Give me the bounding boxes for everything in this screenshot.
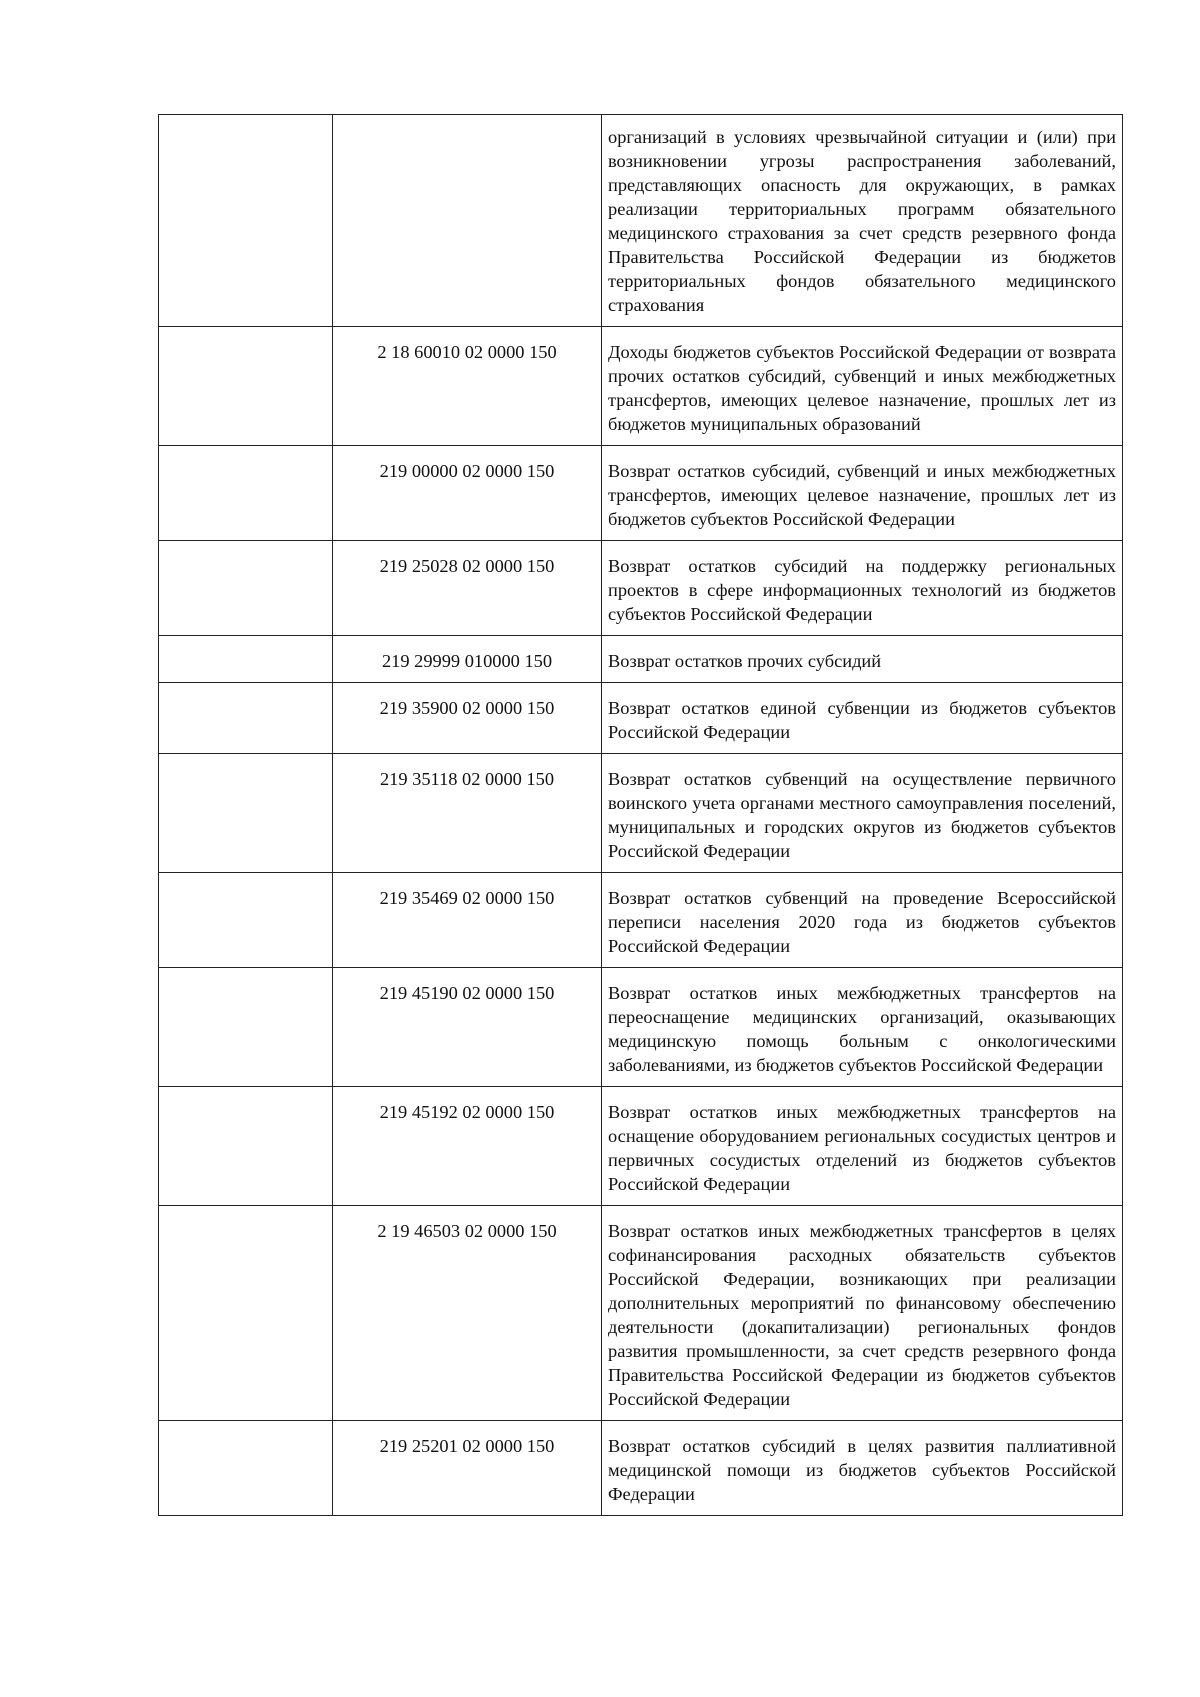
description-cell: Возврат остатков субвенций на осуществление первичного воинского учета органами местного самоуправления поселений, муниципальных и городских округов из бюджетов субъектов Российской Федерации — [602, 754, 1123, 873]
budget-codes-table — [158, 114, 1123, 1516]
income-code-cell: 219 00000 02 0000 150 — [333, 446, 602, 541]
description-cell: Возврат остатков субсидий, субвенций и иных межбюджетных трансфертов, имеющих целевое назначение, прошлых лет из бюджетов субъектов Российской Федерации — [602, 446, 1123, 541]
income-code-cell: 219 29999 010000 150 — [333, 636, 602, 683]
table-row — [159, 1421, 1123, 1516]
admin-code-cell — [159, 541, 333, 636]
admin-code-cell — [159, 683, 333, 754]
admin-code-cell — [159, 446, 333, 541]
table-row — [159, 754, 1123, 873]
description-cell: Возврат остатков иных межбюджетных трансфертов в целях софинансирования расходных обязательств субъектов Российской Федерации, возникающих при реализации дополнительных мероприятий по финансовому обеспечению деятельности (докапитализации) региональных фондов развития промышленности, за счет средств резервного фонда Правительства Российской Федерации из бюджетов субъектов Российской Федерации — [602, 1206, 1123, 1421]
table-row — [159, 873, 1123, 968]
admin-code-cell — [159, 754, 333, 873]
description-cell: Возврат остатков иных межбюджетных трансфертов на переоснащение медицинских организаций, оказывающих медицинскую помощь больным с онкологическими заболеваниями, из бюджетов субъектов Российской Федерации — [602, 968, 1123, 1087]
admin-code-cell — [159, 873, 333, 968]
description-cell: Возврат остатков иных межбюджетных трансфертов на оснащение оборудованием региональных сосудистых центров и первичных сосудистых отделений из бюджетов субъектов Российской Федерации — [602, 1087, 1123, 1206]
description-cell: Возврат остатков единой субвенции из бюджетов субъектов Российской Федерации — [602, 683, 1123, 754]
table-row — [159, 968, 1123, 1087]
income-code-cell: 219 35118 02 0000 150 — [333, 754, 602, 873]
income-code-cell: 219 25201 02 0000 150 — [333, 1421, 602, 1516]
table-row — [159, 636, 1123, 683]
table-row — [159, 1087, 1123, 1206]
admin-code-cell — [159, 968, 333, 1087]
description-cell: Возврат остатков субсидий на поддержку региональных проектов в сфере информационных технологий из бюджетов субъектов Российской Федерации — [602, 541, 1123, 636]
table-row — [159, 446, 1123, 541]
income-code-cell: 2 18 60010 02 0000 150 — [333, 327, 602, 446]
table-row — [159, 683, 1123, 754]
income-code-cell: 219 35469 02 0000 150 — [333, 873, 602, 968]
table-row — [159, 327, 1123, 446]
income-code-cell: 219 25028 02 0000 150 — [333, 541, 602, 636]
table-row — [159, 115, 1123, 327]
description-cell: Доходы бюджетов субъектов Российской Федерации от возврата прочих остатков субсидий, субвенций и иных межбюджетных трансфертов, имеющих целевое назначение, прошлых лет из бюджетов муниципальных образований — [602, 327, 1123, 446]
admin-code-cell — [159, 636, 333, 683]
table-row — [159, 541, 1123, 636]
admin-code-cell — [159, 1087, 333, 1206]
income-code-cell: 219 45190 02 0000 150 — [333, 968, 602, 1087]
description-cell: Возврат остатков прочих субсидий — [602, 636, 1123, 683]
income-code-cell — [333, 115, 602, 327]
description-cell: Возврат остатков субсидий в целях развития паллиативной медицинской помощи из бюджетов субъектов Российской Федерации — [602, 1421, 1123, 1516]
admin-code-cell — [159, 1206, 333, 1421]
admin-code-cell — [159, 327, 333, 446]
income-code-cell: 2 19 46503 02 0000 150 — [333, 1206, 602, 1421]
admin-code-cell — [159, 1421, 333, 1516]
income-code-cell: 219 45192 02 0000 150 — [333, 1087, 602, 1206]
table-row — [159, 1206, 1123, 1421]
description-cell: организаций в условиях чрезвычайной ситуации и (или) при возникновении угрозы распространения заболеваний, представляющих опасность для окружающих, в рамках реализации территориальных программ обязательного медицинского страхования за счет средств резервного фонда Правительства Российской Федерации из бюджетов территориальных фондов обязательного медицинского страхования — [602, 115, 1123, 327]
admin-code-cell — [159, 115, 333, 327]
income-code-cell: 219 35900 02 0000 150 — [333, 683, 602, 754]
description-cell: Возврат остатков субвенций на проведение Всероссийской переписи населения 2020 года из бюджетов субъектов Российской Федерации — [602, 873, 1123, 968]
